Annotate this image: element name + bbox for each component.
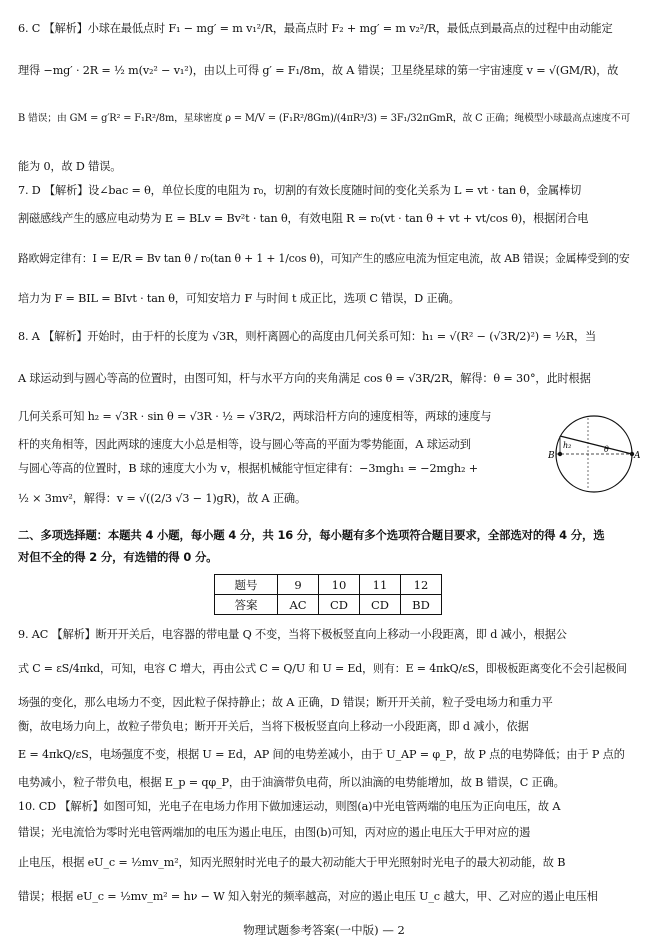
q8-line-4: 杆的夹角相等，因此两球的速度大小总是相等，设与圆心等高的平面为零势能面，A 球运动到 <box>18 438 471 451</box>
q7-line-4: 培力为 F = BIL = BIvt · tan θ，可知安培力 F 与时间 t 成正比，选项 C 错误，D 正确。 <box>18 292 460 305</box>
q10-line-1: 10. CD 【解析】如图可知，光电子在电场力作用下做加速运动，则图(a)中光电管两端的电压为正向电压，故 A <box>18 800 561 813</box>
table-cell: 12 <box>401 575 442 595</box>
label-b: B <box>548 451 555 461</box>
table-row <box>215 595 442 615</box>
q10-line-3: 止电压，根据 eU_c = ½mv_m²，知丙光照射时光电子的最大初动能大于甲光照射时光电子的最大初动能，故 B <box>18 856 566 869</box>
q6-line-1: 6. C 【解析】小球在最低点时 F₁ − mg′ = m v₁²/R，最高点时 F₂ + mg′ = m v₂²/R，最低点到最高点的过程中由动能定 <box>18 22 613 35</box>
q6-line-3: B 错误；由 GM = g′R² = F₁R²/8m，星球密度 ρ = M/V = (F₁R²/8Gm)/(4πR³/3) = 3F₁/32πGmR，故 C 正确；绳模型小球最高点速度不可 <box>18 113 631 124</box>
table-cell: 11 <box>360 575 401 595</box>
q9-line-2: 式 C = εS/4πkd，可知，电容 C 增大，再由公式 C = Q/U 和 U = Ed，则有：E = 4πkQ/εS，即极板距离变化不会引起极间 <box>18 662 627 675</box>
q9-line-4: 衡，故电场力向上，故粒子带负电；断开开关后，当将下极板竖直向上移动一小段距离，即 d 减小，依据 <box>18 720 529 733</box>
q10-line-2: 错误；光电流恰为零时光电管两端加的电压为遏止电压，由图(b)可知，丙对应的遏止电压大于甲对应的遏 <box>18 826 531 839</box>
q9-line-3: 场强的变化，那么电场力不变，因此粒子保持静止；故 A 正确，D 错误；断开开关前，粒子受电场力和重力平 <box>18 696 553 709</box>
table-row <box>215 575 442 595</box>
table-cell: CD <box>360 595 401 615</box>
ball-b <box>558 452 562 456</box>
circle-rod-diagram <box>548 410 640 496</box>
q7-line-3: 路欧姆定律有：I = E/R = Bv tan θ / r₀(tan θ + 1 + 1/cos θ)，可知产生的感应电流为恒定电流，故 AB 错误；金属棒受到的安 <box>18 252 630 265</box>
q9-line-6: 电势减小，粒子带负电，根据 E_p = qφ_P，由于油滴带负电荷，所以油滴的电势能增加，故 B 错误，C 正确。 <box>18 776 565 789</box>
table-header-answer: 答案 <box>215 595 278 615</box>
table-cell: BD <box>401 595 442 615</box>
table-header-number: 题号 <box>215 575 278 595</box>
q8-line-5: 与圆心等高的位置时，B 球的速度大小为 v，根据机械能守恒定律有：−3mgh₁ = −2mgh₂ + <box>18 462 478 475</box>
page-footer: 物理试题参考答案(一中版) — 2 <box>243 923 405 937</box>
table-cell: 9 <box>278 575 319 595</box>
q8-line-6: ½ × 3mv²，解得：v = √((2/3 √3 − 1)gR)，故 A 正确。 <box>18 492 306 505</box>
table-cell: CD <box>319 595 360 615</box>
q7-line-1: 7. D 【解析】设∠bac = θ，单位长度的电阻为 r₀，切割的有效长度随时间的变化关系为 L = vt · tan θ，金属棒切 <box>18 184 582 197</box>
q10-line-4: 错误；根据 eU_c = ½mv_m² = hν − W 知入射光的频率越高，对应的遏止电压 U_c 越大，甲、乙对应的遏止电压相 <box>18 890 598 903</box>
q8-line-1: 8. A 【解析】开始时，由于杆的长度为 √3R，则杆离圆心的高度由几何关系可知：h₁ = √(R² − (√3R/2)²) = ½R，当 <box>18 330 597 343</box>
label-h2: h₂ <box>563 441 572 450</box>
q9-line-1: 9. AC 【解析】断开开关后，电容器的带电量 Q 不变，当将下极板竖直向上移动一小段距离，即 d 减小，根据公 <box>18 628 567 641</box>
table-cell: AC <box>278 595 319 615</box>
q6-line-2: 理得 −mg′ · 2R = ½ m(v₂² − v₁²)，由以上可得 g′ = F₁/8m，故 A 错误；卫星绕星球的第一宇宙速度 v = √(GM/R)，故 <box>18 64 619 77</box>
label-a: A <box>634 451 640 461</box>
q8-line-2: A 球运动到与圆心等高的位置时，由图可知，杆与水平方向的夹角满足 cos θ = √3R/2R，解得：θ = 30°，此时根据 <box>18 372 591 385</box>
q9-line-5: E = 4πkQ/εS，电场强度不变，根据 U = Ed，AP 间的电势差减小，由于 U_AP = φ_P，故 P 点的电势降低；由于 P 点的 <box>18 748 625 761</box>
q6-line-4: 能为 0，故 D 错误。 <box>18 160 122 173</box>
table-cell: 10 <box>319 575 360 595</box>
answer-table <box>214 574 442 615</box>
label-theta: θ <box>604 445 609 454</box>
q7-line-2: 割磁感线产生的感应电动势为 E = BLv = Bv²t · tan θ，有效电阻 R = r₀(vt · tan θ + vt + vt/cos θ)，根据闭合电 <box>18 212 589 225</box>
q8-line-3: 几何关系可知 h₂ = √3R · sin θ = √3R · ½ = √3R/2，两球沿杆方向的速度相等，两球的速度与 <box>18 410 492 423</box>
section2-line-2: 对但不全的得 2 分，有选错的得 0 分。 <box>18 550 218 564</box>
section2-line-1: 二、多项选择题：本题共 4 小题，每小题 4 分，共 16 分，每小题有多个选项符合题目要求，全部选对的得 4 分，选 <box>18 528 605 542</box>
